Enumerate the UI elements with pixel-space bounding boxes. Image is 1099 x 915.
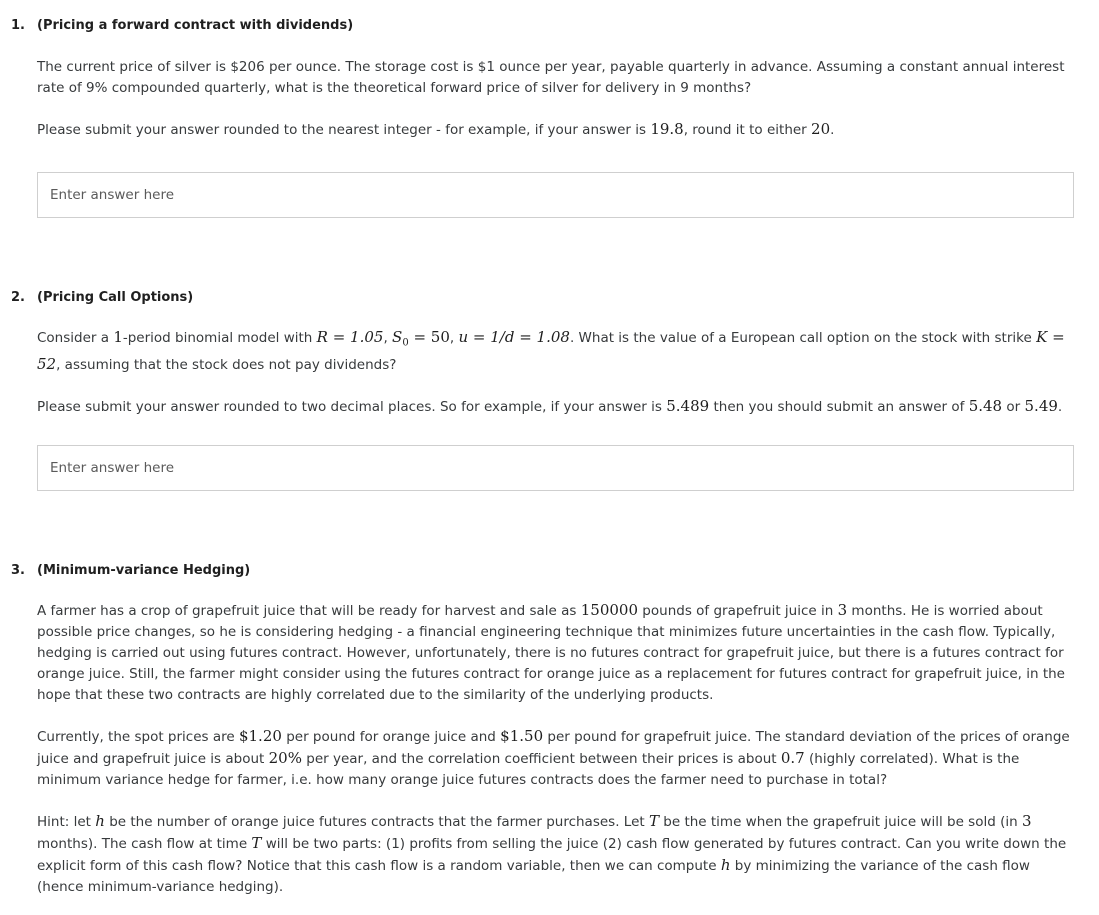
question-prompt: Consider a 1-period binomial model with R = 1.05, $S_0 = 50$, u = 1/d = 1.08. What is the value of a European call option on the stock with strike K = 52, assuming that the stock does not pay dividends? <box>37 328 1065 373</box>
question-number: 2. <box>11 290 25 305</box>
question-body <box>37 600 1077 898</box>
answer-box[interactable] <box>37 172 1074 218</box>
answer-input[interactable] <box>38 446 1073 490</box>
question-prompt: The current price of silver is $206 per ounce. The storage cost is $1 ounce per year, payable quarterly in advance. Assuming a constant annual interest rate of 9% compounded quarterly, what is the theoretical forward price of silver for delivery in 9 months? <box>37 59 1065 96</box>
question-hint: Hint: let h be the number of orange juice futures contracts that the farmer purchases. Let T be the time when the grapefruit juice will be sold (in 3 months). The cash flow at time T will be two parts: (1) profits from selling the juice (2) cash flow generated by futures contract. Can you write down the explicit form of this cash flow? Notice that this cash flow is a random variable, then we can compute h by minimizing the variance of the cash flow (hence minimum-variance hedging). <box>37 812 1067 895</box>
answer-input[interactable] <box>38 173 1073 217</box>
question-title: (Pricing Call Options) <box>37 290 194 305</box>
question-title: (Minimum-variance Hedging) <box>37 563 251 578</box>
question-title: (Pricing a forward contract with dividends) <box>37 18 354 33</box>
question-details: Currently, the spot prices are $1.20 per pound for orange juice and $1.50 per pound for grapefruit juice. The standard deviation of the prices of orange juice and grapefruit juice is about 20% per year, and the correlation coefficient between their prices is about 0.7 (highly correlated). What is the minimum variance hedge for farmer, i.e. how many orange juice futures contracts does the farmer need to purchase in total? <box>37 727 1070 788</box>
question-body <box>37 57 1077 141</box>
submission-instructions: Please submit your answer rounded to two decimal places. So for example, if your answer is 5.489 then you should submit an answer of 5.48 or 5.49. <box>37 396 1063 415</box>
question-number: 1. <box>11 18 25 33</box>
question-prompt: A farmer has a crop of grapefruit juice that will be ready for harvest and sale as 150000 pounds of grapefruit juice in 3 months. He is worried about possible price changes, so he is considering hedging - a financial engineering technique that minimizes future uncertainties in the cash flow. Typically, hedging is carried out using futures contract. However, unfortunately, there is no futures contract for grapefruit juice, but there is a futures contract for orange juice. Still, the farmer might consider using the futures contract for orange juice as a replacement for futures contract for grapefruit juice, in the hope that these two contracts are highly correlated due to the similarity of the underlying products. <box>37 601 1065 703</box>
submission-instructions: Please submit your answer rounded to the nearest integer - for example, if your answer is 19.8, round it to either 20. <box>37 120 835 138</box>
question-number: 3. <box>11 563 25 578</box>
question-body <box>37 327 1077 418</box>
answer-box[interactable] <box>37 445 1074 491</box>
